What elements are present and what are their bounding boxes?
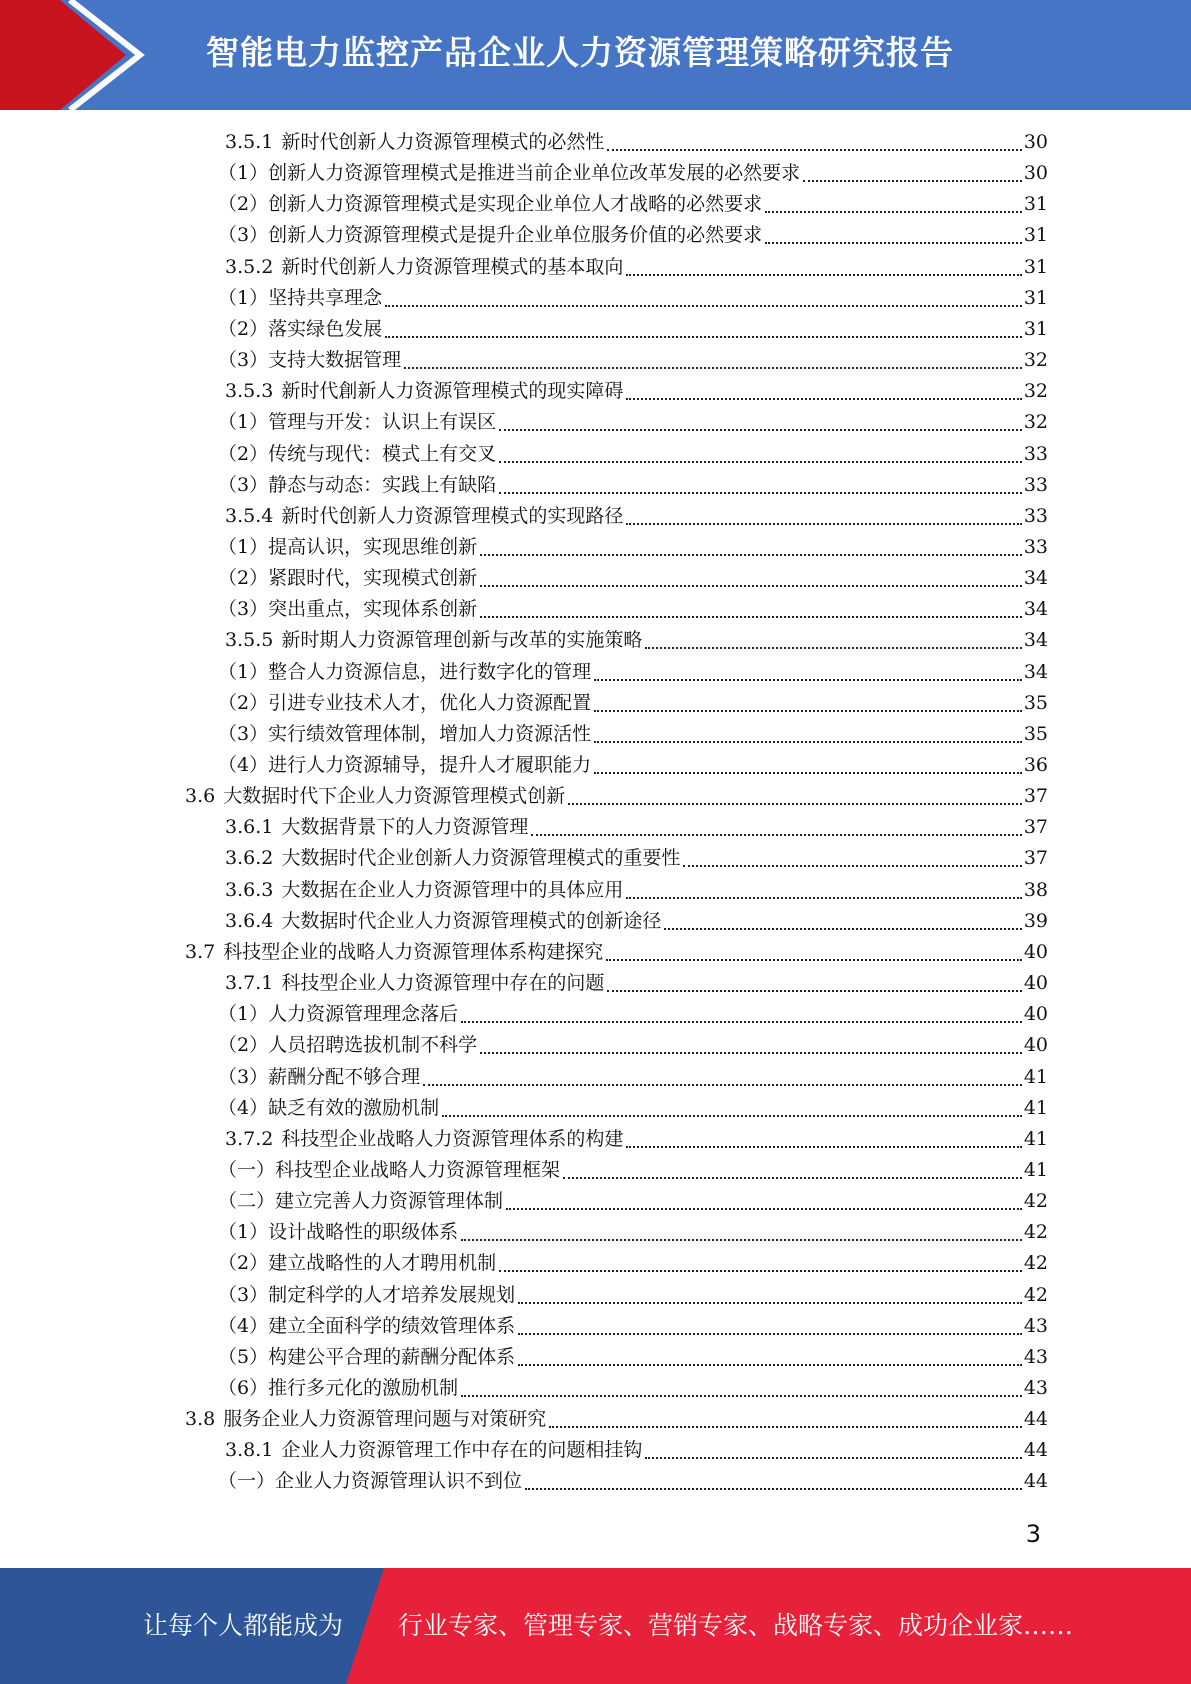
toc-leader-dots [626,398,1021,400]
toc-entry-number: （1） [218,1003,269,1025]
toc-entry-title: 构建公平合理的薪酬分配体系 [268,1346,516,1368]
toc-entry-number: 3.8 [185,1408,216,1430]
toc-entry-page: 40 [1023,972,1048,994]
toc-entry[interactable] [218,719,1048,750]
toc-entry-title: 制定科学的人才培养发展规划 [268,1284,516,1306]
toc-entry[interactable] [225,1124,1048,1155]
toc-leader-dots [442,1115,1022,1117]
toc-entry[interactable] [218,594,1048,625]
toc-entry[interactable] [225,625,1048,656]
toc-entry-number: （1） [218,162,269,184]
toc-entry-title: 创新人力资源管理模式是提升企业单位服务价值的必然要求 [268,224,763,246]
toc-entry[interactable] [218,1342,1048,1373]
toc-entry[interactable] [218,563,1048,594]
toc-entry-number: （1） [218,536,269,558]
toc-leader-dots [626,274,1021,276]
toc-leader-dots [385,336,1022,338]
page-header [0,0,1191,110]
toc-entry-page: 32 [1023,411,1048,433]
toc-entry-page: 43 [1023,1346,1048,1368]
toc-entry[interactable] [185,1404,1048,1435]
toc-leader-dots [594,772,1022,774]
toc-entry-page: 31 [1023,318,1048,340]
toc-entry[interactable] [218,1373,1048,1404]
toc-entry-page: 34 [1023,661,1048,683]
toc-entry[interactable] [218,314,1048,345]
toc-leader-dots [404,367,1022,369]
toc-entry[interactable] [218,1217,1048,1248]
toc-leader-dots [683,865,1021,867]
toc-entry[interactable] [225,843,1048,874]
toc-entry-number: （一） [218,1470,276,1492]
toc-entry[interactable] [218,1311,1048,1342]
toc-entry-page: 44 [1023,1439,1048,1461]
toc-leader-dots [423,1084,1022,1086]
toc-entry-number: 3.6.1 [225,816,274,838]
toc-entry-number: 3.5.3 [225,380,274,402]
toc-entry[interactable] [225,501,1048,532]
toc-entry[interactable] [218,1155,1048,1186]
toc-entry-title: 缺乏有效的激励机制 [268,1097,440,1119]
toc-entry-title: 大数据背景下的人力资源管理 [281,816,529,838]
toc-leader-dots [499,429,1022,431]
toc-entry-number: （4） [218,1097,269,1119]
toc-entry-page: 44 [1023,1408,1048,1430]
toc-leader-dots [568,803,1022,805]
toc-leader-dots [563,1177,1022,1179]
toc-entry-page: 42 [1023,1284,1048,1306]
toc-entry-title: 科技型企业人力资源管理中存在的问题 [281,972,605,994]
toc-entry-title: 新时代创新人力资源管理模式的实现路径 [281,505,624,527]
toc-entry-number: （3） [218,1066,269,1088]
footer-slogan-right: 行业专家、管理专家、营销专家、战略专家、成功企业家…… [398,1611,1074,1640]
toc-leader-dots [518,1364,1022,1366]
toc-entry-title: 创新人力资源管理模式是推进当前企业单位改革发展的必然要求 [268,162,801,184]
toc-leader-dots [664,928,1021,930]
toc-entry[interactable] [225,906,1048,937]
toc-entry[interactable] [218,345,1048,376]
toc-entry[interactable] [218,1186,1048,1217]
toc-leader-dots [765,242,1022,244]
toc-entry-number: 3.5.1 [225,131,274,153]
toc-leader-dots [626,523,1021,525]
toc-entry[interactable] [225,127,1048,158]
toc-entry-number: （2） [218,692,269,714]
document-title: 智能电力监控产品企业人力资源管理策略研究报告 [206,33,954,72]
toc-entry-page: 42 [1023,1190,1048,1212]
toc-entry-page: 41 [1023,1128,1048,1150]
toc-entry[interactable] [218,1062,1048,1093]
toc-entry-title: 建立全面科学的绩效管理体系 [268,1315,516,1337]
toc-entry[interactable] [218,158,1048,189]
toc-entry-number: （3） [218,598,269,620]
page-footer [0,1568,1191,1684]
toc-entry[interactable] [218,999,1048,1030]
toc-entry-page: 41 [1023,1097,1048,1119]
toc-entry-page: 37 [1023,785,1048,807]
toc-leader-dots [594,679,1022,681]
toc-entry[interactable] [218,1280,1048,1311]
toc-entry-title: 企业人力资源管理认识不到位 [275,1470,523,1492]
toc-entry-title: 人员招聘选拔机制不科学 [268,1034,478,1056]
toc-entry-title: 整合人力资源信息，进行数字化的管理 [268,661,592,683]
toc-entry[interactable] [218,1248,1048,1279]
toc-entry-title: 推行多元化的激励机制 [268,1377,459,1399]
toc-entry-title: 薪酬分配不够合理 [268,1066,421,1088]
toc-entry-page: 35 [1023,723,1048,745]
toc-entry-title: 落实绿色发展 [268,318,383,340]
toc-entry-page: 31 [1023,287,1048,309]
toc-entry[interactable] [218,470,1048,501]
toc-leader-dots [499,1270,1022,1272]
toc-leader-dots [607,990,1021,992]
toc-entry[interactable] [185,937,1048,968]
toc-entry-number: 3.5.5 [225,629,274,651]
toc-leader-dots [499,492,1022,494]
toc-entry[interactable] [218,220,1048,251]
toc-entry-number: （3） [218,349,269,371]
toc-entry[interactable] [218,439,1048,470]
toc-entry[interactable] [218,1093,1048,1124]
toc-entry-number: （1） [218,1221,269,1243]
toc-entry-title: 建立完善人力资源管理体制 [275,1190,504,1212]
toc-entry-page: 38 [1023,879,1048,901]
toc-leader-dots [518,1302,1022,1304]
toc-entry-title: 科技型企业战略人力资源管理体系的构建 [281,1128,624,1150]
toc-entry-page: 41 [1023,1159,1048,1181]
toc-entry-number: （3） [218,224,269,246]
toc-entry-title: 人力资源管理理念落后 [268,1003,459,1025]
toc-entry-number: （2） [218,567,269,589]
toc-entry-page: 33 [1023,505,1048,527]
toc-entry-number: 3.5.2 [225,256,274,278]
toc-entry-title: 设计战略性的职级体系 [268,1221,459,1243]
toc-leader-dots [594,710,1022,712]
toc-entry-title: 科技型企业战略人力资源管理框架 [275,1159,561,1181]
toc-leader-dots [594,741,1022,743]
toc-entry-number: 3.6.2 [225,847,274,869]
toc-entry[interactable] [225,968,1048,999]
toc-entry-title: 提高认识，实现思维创新 [268,536,478,558]
toc-entry[interactable] [218,189,1048,220]
toc-entry-title: 静态与动态：实践上有缺陷 [268,474,497,496]
toc-entry-title: 新时代创新人力资源管理模式的基本取向 [281,256,624,278]
toc-entry-page: 33 [1023,474,1048,496]
toc-entry[interactable] [185,781,1048,812]
toc-entry[interactable] [218,1466,1048,1497]
toc-entry-number: （2） [218,318,269,340]
toc-entry-number: 3.6.3 [225,879,274,901]
toc-leader-dots [480,585,1022,587]
header-chevron-graphic [0,0,160,110]
toc-entry-number: 3.7.2 [225,1128,274,1150]
toc-entry-title: 突出重点，实现体系创新 [268,598,478,620]
toc-entry-title: 建立战略性的人才聘用机制 [268,1252,497,1274]
toc-entry[interactable] [218,688,1048,719]
toc-entry-page: 32 [1023,380,1048,402]
toc-entry-number: （1） [218,287,269,309]
toc-entry-page: 30 [1023,162,1048,184]
toc-leader-dots [518,1333,1022,1335]
toc-entry-title: 服务企业人力资源管理问题与对策研究 [223,1408,547,1430]
toc-entry-page: 44 [1023,1470,1048,1492]
toc-entry-number: 3.6.4 [225,910,274,932]
toc-entry-page: 42 [1023,1252,1048,1274]
toc-entry-title: 大数据时代企业创新人力资源管理模式的重要性 [281,847,681,869]
toc-entry[interactable] [218,407,1048,438]
toc-entry[interactable] [225,812,1048,843]
toc-entry-title: 新时代创新人力资源管理模式的必然性 [281,131,605,153]
toc-entry-number: 3.7.1 [225,972,274,994]
toc-leader-dots [461,1239,1022,1241]
toc-leader-dots [645,647,1021,649]
toc-entry[interactable] [218,657,1048,688]
toc-entry-page: 40 [1023,1003,1048,1025]
toc-entry-number: （2） [218,1034,269,1056]
toc-entry-number: （2） [218,1252,269,1274]
toc-leader-dots [531,834,1021,836]
toc-entry-page: 37 [1023,847,1048,869]
toc-entry-title: 引进专业技术人才，优化人力资源配置 [268,692,592,714]
toc-entry-title: 大数据在企业人力资源管理中的具体应用 [281,879,624,901]
toc-entry-title: 新时期人力资源管理创新与改革的实施策略 [281,629,643,651]
toc-entry-number: （3） [218,1284,269,1306]
toc-entry-title: 进行人力资源辅导，提升人才履职能力 [268,754,592,776]
toc-leader-dots [385,305,1022,307]
toc-entry[interactable] [225,376,1048,407]
toc-entry-page: 36 [1023,754,1048,776]
toc-entry[interactable] [225,875,1048,906]
toc-leader-dots [626,897,1021,899]
toc-leader-dots [506,1208,1022,1210]
toc-entry-number: （5） [218,1346,269,1368]
toc-entry-page: 31 [1023,256,1048,278]
toc-leader-dots [480,616,1022,618]
toc-entry-number: 3.6 [185,785,216,807]
toc-leader-dots [765,211,1022,213]
toc-leader-dots [461,1021,1022,1023]
toc-entry-number: 3.5.4 [225,505,274,527]
toc-entry-page: 33 [1023,536,1048,558]
toc-entry-number: （2） [218,443,269,465]
toc-entry-page: 43 [1023,1315,1048,1337]
page-number: 3 [1025,1520,1041,1548]
toc-entry-number: （一） [218,1159,276,1181]
toc-leader-dots [606,959,1022,961]
toc-entry-page: 40 [1023,941,1048,963]
toc-entry-title: 大数据时代下企业人力资源管理模式创新 [223,785,566,807]
toc-entry-page: 34 [1023,598,1048,620]
toc-entry[interactable] [218,532,1048,563]
toc-entry-page: 33 [1023,443,1048,465]
toc-leader-dots [525,1488,1022,1490]
toc-entry-page: 31 [1023,193,1048,215]
toc-entry-number: 3.7 [185,941,216,963]
toc-entry-title: 科技型企业的战略人力资源管理体系构建探究 [223,941,604,963]
toc-entry-number: （1） [218,411,269,433]
header-red-chevron [0,0,126,110]
toc-entry-number: （二） [218,1190,276,1212]
toc-entry-number: （2） [218,193,269,215]
toc-entry-page: 40 [1023,1034,1048,1056]
toc-leader-dots [645,1457,1021,1459]
toc-entry-number: （3） [218,723,269,745]
toc-entry-title: 企业人力资源管理工作中存在的问题相挂钩 [281,1439,643,1461]
toc-entry-page: 37 [1023,816,1048,838]
toc-leader-dots [549,1426,1022,1428]
toc-entry-number: （4） [218,754,269,776]
toc-entry-page: 31 [1023,224,1048,246]
toc-entry-number: 3.8.1 [225,1439,274,1461]
toc-entry-number: （6） [218,1377,269,1399]
toc-entry-title: 管理与开发：认识上有误区 [268,411,497,433]
toc-entry-page: 41 [1023,1066,1048,1088]
toc-entry[interactable] [218,1030,1048,1061]
toc-entry-title: 大数据时代企业人力资源管理模式的创新途径 [281,910,662,932]
toc-entry-page: 39 [1023,910,1048,932]
toc-entry-title: 紧跟时代，实现模式创新 [268,567,478,589]
toc-entry[interactable] [225,252,1048,283]
toc-entry-title: 实行绩效管理体制，增加人力资源活性 [268,723,592,745]
toc-entry[interactable] [218,283,1048,314]
toc-leader-dots [803,180,1022,182]
toc-entry-page: 34 [1023,567,1048,589]
toc-leader-dots [480,554,1022,556]
toc-entry[interactable] [225,1435,1048,1466]
toc-entry-page: 32 [1023,349,1048,371]
toc-entry-page: 30 [1023,131,1048,153]
toc-entry-title: 支持大数据管理 [268,349,402,371]
toc-entry[interactable] [218,750,1048,781]
toc-leader-dots [480,1052,1022,1054]
toc-entry-title: 新时代創新人力资源管理模式的现实障碍 [281,380,624,402]
toc-entry-number: （4） [218,1315,269,1337]
toc-entry-title: 坚持共享理念 [268,287,383,309]
toc-leader-dots [626,1146,1021,1148]
toc-leader-dots [607,149,1021,151]
toc-leader-dots [461,1395,1022,1397]
toc-entry-page: 42 [1023,1221,1048,1243]
toc-entry-number: （3） [218,474,269,496]
toc-entry-page: 34 [1023,629,1048,651]
toc-entry-page: 35 [1023,692,1048,714]
toc-entry-title: 创新人力资源管理模式是实现企业单位人才战略的必然要求 [268,193,763,215]
toc-entry-page: 43 [1023,1377,1048,1399]
toc-entry-title: 传统与现代：模式上有交叉 [268,443,497,465]
toc-entry-number: （1） [218,661,269,683]
toc-leader-dots [499,461,1022,463]
footer-slogan-left: 让每个人都能成为 [143,1611,344,1640]
